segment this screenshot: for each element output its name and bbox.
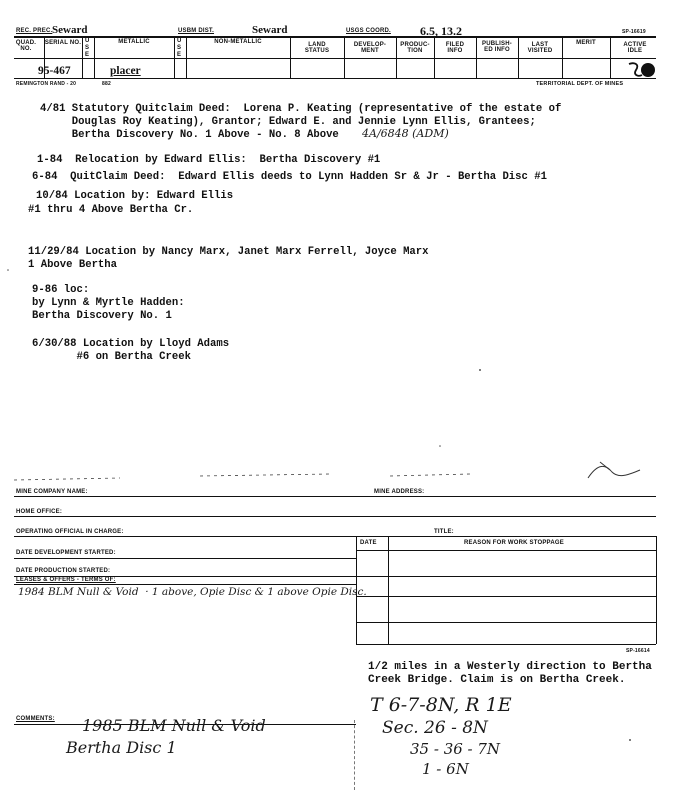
leases-offers-label: LEASES & OFFERS - TERMS OF: — [16, 577, 116, 583]
date-development-label: DATE DEVELOPMENT STARTED: — [16, 550, 116, 556]
entry-6-line-2: by Lynn & Myrtle Hadden: — [32, 297, 185, 309]
entry-1-line-2: Douglas Roy Keating), Grantor; Edward E. and Jennie Lynn Ellis, Grantees; — [40, 116, 536, 128]
entry-4-line-2: #1 thru 4 Above Bertha Cr. — [28, 204, 194, 216]
col-last-visited: LAST VISITED — [527, 42, 553, 54]
col-use-a: U S E — [85, 38, 90, 58]
col-use-b: U S E — [177, 38, 182, 58]
usgs-coord-label: USGS COORD. — [346, 28, 391, 34]
lower-form — [14, 484, 656, 804]
comments-label: COMMENTS: — [16, 716, 55, 722]
entry-5-line-1: 11/29/84 Location by Nancy Marx, Janet Marx Ferrell, Joyce Marx — [28, 246, 429, 258]
entry-7-line-1: 6/30/88 Location by Lloyd Adams — [32, 338, 230, 350]
comments-line-1: 1985 BLM Null & Void — [82, 716, 266, 735]
entry-1-line-1: 4/81 Statutory Quitclaim Deed: Lorena P. Keating (representative of the estate of — [40, 103, 562, 115]
usgs-coord-value: 6.5, 13.2 — [420, 24, 462, 38]
township-3: 35 - 36 - 7N — [410, 740, 501, 758]
entry-2-line-1: 1-84 Relocation by Edward Ellis: Bertha Discovery #1 — [37, 154, 381, 166]
township-1: T 6-7-8N, R 1E — [370, 694, 512, 716]
entry-1-handnote: 4A/6848 (ADM) — [362, 127, 449, 140]
township-2: Sec. 26 - 8N — [382, 718, 488, 738]
entry-3-line-1: 6-84 QuitClaim Deed: Edward Ellis deeds to Lynn Hadden Sr & Jr - Bertha Disc #1 — [32, 171, 547, 183]
printer-line: REMINGTON RAND - 20 — [16, 81, 77, 87]
col-active-idle: ACTIVE IDLE — [623, 42, 647, 54]
entry-4-line-1: 10/84 Location by: Edward Ellis — [36, 190, 234, 202]
mine-address-label: MINE ADDRESS: — [374, 489, 425, 495]
township-4: 1 - 6N — [422, 760, 469, 778]
col-land-status: LAND STATUS — [304, 42, 330, 54]
usbm-dist-value: Seward — [252, 24, 288, 36]
entry-5-line-2: 1 Above Bertha — [28, 259, 118, 271]
location-text-2: Creek Bridge. Claim is on Bertha Creek. — [368, 674, 626, 686]
title-label: TITLE: — [434, 529, 454, 535]
lease-note: 1984 BLM Null & Void · 1 above, Opie Disc & 1 above Opie Disc. — [18, 586, 367, 598]
territorial-label: TERRITORIAL DEPT. OF MINES — [536, 81, 624, 87]
col-filed-info: FILED INFO — [445, 42, 465, 54]
rec-prec-label: REC. PREC. — [16, 28, 53, 34]
entry-7-line-2: #6 on Bertha Creek — [32, 351, 191, 363]
metallic-value: placer — [110, 65, 141, 77]
col-published-info: PUBLISH-ED INFO — [482, 41, 512, 53]
entry-1-line-3: Bertha Discovery No. 1 Above - No. 8 Above — [40, 129, 339, 141]
col-development: DEVELOP-MENT — [353, 42, 387, 54]
comments-line-2: Bertha Disc 1 — [66, 738, 177, 757]
reason-column-label: REASON FOR WORK STOPPAGE — [464, 540, 564, 546]
entry-6-line-1: 9-86 loc: — [32, 284, 90, 296]
form-number: SP-16619 — [622, 29, 646, 35]
date-production-label: DATE PRODUCTION STARTED: — [16, 568, 111, 574]
date-column-label: DATE — [360, 540, 377, 546]
mine-company-name-label: MINE COMPANY NAME: — [16, 489, 88, 495]
serial-value: 95-467 — [38, 65, 71, 77]
form-number-2: SP-16614 — [626, 648, 650, 654]
col-metallic: METALLIC — [118, 39, 150, 45]
usbm-dist-label: USBM DIST. — [178, 28, 215, 34]
printer-mark: 882 — [102, 81, 111, 87]
col-non-metallic: NON-METALLIC — [214, 39, 262, 45]
col-quad-no: QUAD. NO. — [15, 40, 37, 52]
home-office-label: HOME OFFICE: — [16, 509, 63, 515]
col-production: PRODUC-TION — [400, 42, 430, 54]
entry-6-line-3: Bertha Discovery No. 1 — [32, 310, 172, 322]
col-merit: MERIT — [576, 40, 596, 46]
location-text-1: 1/2 miles in a Westerly direction to Bertha — [368, 661, 652, 673]
rec-prec-value: Seward — [52, 24, 88, 36]
col-serial-no: SERIAL NO. — [44, 40, 82, 46]
operating-official-label: OPERATING OFFICIAL IN CHARGE: — [16, 529, 124, 535]
